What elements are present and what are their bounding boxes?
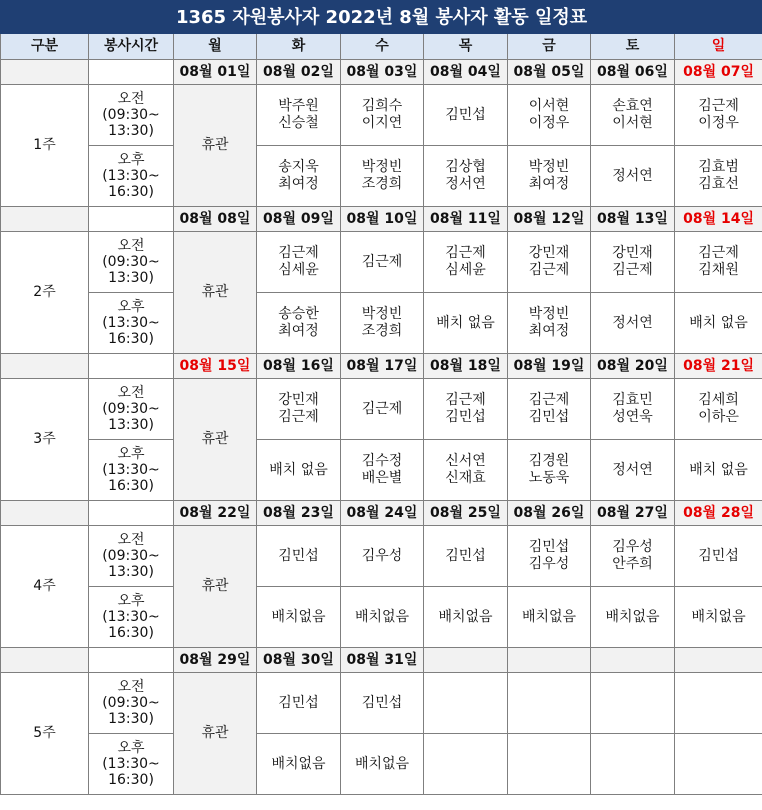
date-cell: 08월 24일 (341, 501, 424, 526)
am-slot-line: (09:30~ (102, 401, 160, 417)
volunteer-cell (508, 673, 591, 734)
volunteer-cell (675, 146, 762, 207)
volunteer-line: 이지연 (361, 115, 403, 131)
volunteer-cell (508, 379, 591, 440)
volunteer-line: 김근제 (445, 392, 486, 408)
volunteer-line: 김상협 (445, 159, 486, 175)
volunteer-cell (508, 232, 591, 293)
volunteer-cell (424, 734, 508, 795)
volunteer-line: 김근제 (612, 262, 653, 278)
volunteer-line: 배치없음 (521, 608, 577, 625)
volunteer-cell (257, 673, 341, 734)
volunteer-cell (424, 85, 508, 146)
date-cell: 08월 02일 (257, 60, 341, 85)
date-cell (508, 648, 591, 673)
volunteer-cell (508, 146, 591, 207)
volunteer-cell (424, 146, 508, 207)
date-cell: 08월 04일 (424, 60, 508, 85)
volunteer-line: 강민재 (278, 392, 319, 408)
date-cell: 08월 25일 (424, 501, 508, 526)
am-slot-line: 13:30) (108, 564, 154, 580)
volunteer-cell (257, 232, 341, 293)
volunteer-cell (675, 293, 762, 354)
volunteer-cell (341, 440, 424, 501)
volunteer-cell (341, 587, 424, 648)
date-row (1, 60, 762, 85)
am-slot-line: (09:30~ (102, 548, 160, 564)
volunteer-line: 김민섭 (445, 409, 486, 425)
volunteer-line: 김경원 (528, 453, 570, 469)
volunteer-line: 김세희 (698, 392, 739, 408)
volunteer-line: 이서현 (612, 115, 653, 131)
volunteer-line: 배치 없음 (269, 461, 328, 478)
volunteer-line: 심세윤 (445, 262, 486, 278)
volunteer-line: 박정빈 (361, 159, 403, 175)
date-cell (591, 648, 675, 673)
volunteer-cell (424, 526, 508, 587)
date-row-blank (89, 60, 174, 85)
volunteer-cell (424, 293, 508, 354)
volunteer-line: 김근제 (698, 245, 739, 261)
volunteer-line: 배치 없음 (689, 461, 748, 478)
volunteer-line: 이하은 (698, 409, 739, 425)
pm-slot-label (89, 293, 174, 354)
date-cell: 08월 17일 (341, 354, 424, 379)
volunteer-cell (675, 232, 762, 293)
am-slot-line: 오전 (117, 385, 145, 401)
week-label: 3주 (1, 379, 89, 501)
am-slot-line: (09:30~ (102, 107, 160, 123)
volunteer-cell (591, 440, 675, 501)
volunteer-cell (424, 673, 508, 734)
volunteer-cell (257, 526, 341, 587)
volunteer-cell (591, 379, 675, 440)
pm-slot-label (89, 734, 174, 795)
date-cell: 08월 26일 (508, 501, 591, 526)
volunteer-cell (675, 440, 762, 501)
header-fri: 금 (508, 34, 591, 60)
header-sun: 일 (675, 34, 762, 60)
am-slot-label (89, 379, 174, 440)
volunteer-line: 심세윤 (278, 262, 319, 278)
date-cell (675, 648, 762, 673)
volunteer-line: 박정빈 (361, 306, 403, 322)
volunteer-cell (591, 293, 675, 354)
volunteer-line: 조경희 (361, 176, 403, 192)
volunteer-cell (341, 232, 424, 293)
date-row-blank (89, 354, 174, 379)
volunteer-line: 강민재 (612, 245, 653, 261)
am-slot-label (89, 85, 174, 146)
volunteer-cell (424, 232, 508, 293)
header-thu: 목 (424, 34, 508, 60)
header-wed: 수 (341, 34, 424, 60)
pm-slot-line: (13:30~ (102, 756, 160, 772)
volunteer-cell (341, 673, 424, 734)
pm-row (1, 734, 762, 795)
pm-slot-line: 오후 (117, 446, 145, 462)
closed-cell: 휴관 (174, 526, 257, 648)
volunteer-line: 배치 없음 (689, 314, 748, 331)
am-slot-line: 13:30) (108, 270, 154, 286)
date-row-blank (1, 354, 89, 379)
pm-row (1, 146, 762, 207)
volunteer-cell (508, 440, 591, 501)
volunteer-line: 이서현 (528, 98, 570, 114)
volunteer-cell (591, 146, 675, 207)
volunteer-line: 김우성 (361, 547, 403, 564)
volunteer-line: 김민섭 (445, 547, 486, 564)
date-cell: 08월 20일 (591, 354, 675, 379)
date-row-blank (89, 648, 174, 673)
volunteer-cell (257, 379, 341, 440)
am-slot-label (89, 673, 174, 734)
date-cell: 08월 01일 (174, 60, 257, 85)
volunteer-line: 이정우 (528, 115, 570, 131)
volunteer-line: 김민섭 (698, 547, 739, 564)
date-row-blank (1, 207, 89, 232)
volunteer-line: 배치 없음 (436, 314, 495, 331)
pm-slot-line: (13:30~ (102, 315, 160, 331)
header-row (1, 34, 762, 60)
volunteer-line: 최여정 (528, 323, 570, 339)
header-category: 구분 (1, 34, 89, 60)
pm-slot-line: 16:30) (108, 625, 154, 641)
date-row-blank (89, 501, 174, 526)
am-slot-label (89, 526, 174, 587)
volunteer-line: 김민섭 (278, 694, 319, 711)
volunteer-line: 신승철 (278, 115, 319, 131)
pm-slot-line: 오후 (117, 593, 145, 609)
volunteer-line: 김우성 (612, 539, 653, 555)
date-row (1, 648, 762, 673)
pm-slot-line: 16:30) (108, 184, 154, 200)
volunteer-cell (341, 146, 424, 207)
date-cell: 08월 29일 (174, 648, 257, 673)
date-cell: 08월 19일 (508, 354, 591, 379)
date-cell: 08월 09일 (257, 207, 341, 232)
header-sat: 토 (591, 34, 675, 60)
volunteer-line: 김민섭 (278, 547, 319, 564)
volunteer-cell (341, 85, 424, 146)
volunteer-cell (675, 379, 762, 440)
volunteer-cell (591, 526, 675, 587)
volunteer-cell (257, 440, 341, 501)
volunteer-cell (257, 734, 341, 795)
am-slot-line: (09:30~ (102, 695, 160, 711)
volunteer-line: 정서연 (445, 176, 486, 192)
volunteer-line: 송지욱 (278, 159, 319, 175)
date-cell: 08월 10일 (341, 207, 424, 232)
volunteer-cell (257, 293, 341, 354)
closed-cell: 휴관 (174, 673, 257, 795)
am-slot-line: 13:30) (108, 123, 154, 139)
volunteer-line: 김근제 (528, 392, 570, 408)
date-cell: 08월 16일 (257, 354, 341, 379)
volunteer-line: 정서연 (612, 461, 653, 478)
am-slot-line: 13:30) (108, 711, 154, 727)
closed-cell: 휴관 (174, 379, 257, 501)
pm-slot-line: 16:30) (108, 331, 154, 347)
date-cell: 08월 27일 (591, 501, 675, 526)
volunteer-line: 김민섭 (528, 409, 570, 425)
date-cell: 08월 12일 (508, 207, 591, 232)
date-cell (424, 648, 508, 673)
pm-slot-line: 오후 (117, 740, 145, 756)
pm-slot-label (89, 587, 174, 648)
volunteer-line: 김효선 (698, 176, 739, 192)
date-row (1, 207, 762, 232)
date-row-blank (1, 60, 89, 85)
volunteer-line: 김채원 (698, 262, 739, 278)
volunteer-line: 신서연 (445, 453, 486, 469)
week-label: 4주 (1, 526, 89, 648)
volunteer-line: 신재효 (445, 470, 486, 486)
volunteer-cell (424, 379, 508, 440)
am-slot-line: 오전 (117, 532, 145, 548)
volunteer-line: 배치없음 (354, 608, 410, 625)
am-row (1, 379, 762, 440)
volunteer-cell (424, 587, 508, 648)
volunteer-line: 성연욱 (612, 409, 653, 425)
volunteer-line: 박정빈 (528, 306, 570, 322)
volunteer-line: 박주원 (278, 98, 319, 114)
date-cell: 08월 23일 (257, 501, 341, 526)
volunteer-line: 최여정 (528, 176, 570, 192)
volunteer-cell (341, 293, 424, 354)
volunteer-cell (424, 440, 508, 501)
date-row (1, 354, 762, 379)
date-cell: 08월 18일 (424, 354, 508, 379)
volunteer-cell (341, 379, 424, 440)
volunteer-line: 김우성 (528, 556, 570, 572)
volunteer-cell (257, 85, 341, 146)
pm-slot-line: 오후 (117, 152, 145, 168)
week-label: 2주 (1, 232, 89, 354)
volunteer-line: 조경희 (361, 323, 403, 339)
volunteer-line: 배치없음 (691, 608, 746, 625)
volunteer-line: 노동욱 (528, 470, 570, 486)
date-cell: 08월 28일 (675, 501, 762, 526)
volunteer-cell (341, 734, 424, 795)
volunteer-line: 김근제 (698, 98, 739, 114)
volunteer-cell (675, 587, 762, 648)
volunteer-line: 배치없음 (605, 608, 660, 625)
volunteer-line: 배은별 (361, 470, 403, 486)
pm-slot-line: 16:30) (108, 772, 154, 788)
volunteer-line: 송승한 (278, 306, 319, 322)
volunteer-line: 김근제 (278, 245, 319, 261)
am-row (1, 673, 762, 734)
pm-row (1, 587, 762, 648)
date-cell: 08월 31일 (341, 648, 424, 673)
am-slot-line: 오전 (117, 91, 145, 107)
volunteer-line: 손효연 (612, 98, 653, 114)
volunteer-line: 김민섭 (361, 694, 403, 711)
date-row-blank (1, 501, 89, 526)
volunteer-line: 김근제 (361, 253, 403, 270)
volunteer-cell (508, 734, 591, 795)
pm-slot-label (89, 146, 174, 207)
volunteer-line: 김효민 (612, 392, 653, 408)
volunteer-line: 김민섭 (445, 106, 486, 123)
date-row-blank (1, 648, 89, 673)
pm-slot-line: 오후 (117, 299, 145, 315)
volunteer-line: 정서연 (612, 314, 653, 331)
volunteer-cell (675, 526, 762, 587)
am-row (1, 232, 762, 293)
volunteer-line: 배치없음 (271, 755, 326, 772)
volunteer-cell (675, 734, 762, 795)
date-cell: 08월 30일 (257, 648, 341, 673)
date-cell: 08월 15일 (174, 354, 257, 379)
volunteer-line: 최여정 (278, 176, 319, 192)
volunteer-cell (508, 85, 591, 146)
date-cell: 08월 08일 (174, 207, 257, 232)
volunteer-line: 최여정 (278, 323, 319, 339)
volunteer-cell (257, 587, 341, 648)
volunteer-cell (257, 146, 341, 207)
pm-slot-line: (13:30~ (102, 168, 160, 184)
header-time: 봉사시간 (89, 34, 174, 60)
closed-cell: 휴관 (174, 232, 257, 354)
volunteer-cell (675, 85, 762, 146)
am-slot-line: 오전 (117, 238, 145, 254)
volunteer-line: 배치없음 (354, 755, 410, 772)
volunteer-cell (508, 587, 591, 648)
date-cell: 08월 05일 (508, 60, 591, 85)
volunteer-line: 김효범 (698, 159, 739, 175)
volunteer-line: 정서연 (612, 167, 653, 184)
date-cell: 08월 07일 (675, 60, 762, 85)
date-row (1, 501, 762, 526)
pm-slot-label (89, 440, 174, 501)
volunteer-line: 김근제 (278, 409, 319, 425)
date-cell: 08월 11일 (424, 207, 508, 232)
volunteer-line: 박정빈 (528, 159, 570, 175)
volunteer-line: 강민재 (528, 245, 570, 261)
volunteer-cell (591, 673, 675, 734)
header-tue: 화 (257, 34, 341, 60)
volunteer-line: 김근제 (445, 245, 486, 261)
week-label: 1주 (1, 85, 89, 207)
volunteer-cell (591, 587, 675, 648)
volunteer-line: 김희수 (361, 98, 403, 114)
week-label: 5주 (1, 673, 89, 795)
page-title: 1365 자원봉사자 2022년 8월 봉사자 활동 일정표 (1, 1, 762, 34)
header-mon: 월 (174, 34, 257, 60)
closed-cell: 휴관 (174, 85, 257, 207)
pm-row (1, 440, 762, 501)
date-cell: 08월 06일 (591, 60, 675, 85)
pm-row (1, 293, 762, 354)
am-slot-label (89, 232, 174, 293)
volunteer-cell (675, 673, 762, 734)
volunteer-cell (591, 85, 675, 146)
am-row (1, 85, 762, 146)
date-cell: 08월 03일 (341, 60, 424, 85)
am-row (1, 526, 762, 587)
volunteer-line: 배치없음 (438, 608, 493, 625)
am-slot-line: 오전 (117, 679, 145, 695)
pm-slot-line: (13:30~ (102, 462, 160, 478)
volunteer-cell (508, 293, 591, 354)
date-cell: 08월 13일 (591, 207, 675, 232)
volunteer-cell (508, 526, 591, 587)
date-cell: 08월 21일 (675, 354, 762, 379)
date-cell: 08월 14일 (675, 207, 762, 232)
volunteer-line: 김수정 (361, 453, 403, 469)
pm-slot-line: 16:30) (108, 478, 154, 494)
volunteer-cell (341, 526, 424, 587)
am-slot-line: 13:30) (108, 417, 154, 433)
am-slot-line: (09:30~ (102, 254, 160, 270)
date-cell: 08월 22일 (174, 501, 257, 526)
volunteer-cell (591, 232, 675, 293)
volunteer-line: 김민섭 (528, 539, 570, 555)
volunteer-line: 배치없음 (271, 608, 326, 625)
volunteer-line: 김근제 (361, 400, 403, 417)
pm-slot-line: (13:30~ (102, 609, 160, 625)
volunteer-cell (591, 734, 675, 795)
date-row-blank (89, 207, 174, 232)
volunteer-line: 안주희 (612, 556, 653, 572)
volunteer-line: 이정우 (698, 115, 739, 131)
volunteer-line: 김근제 (528, 262, 570, 278)
